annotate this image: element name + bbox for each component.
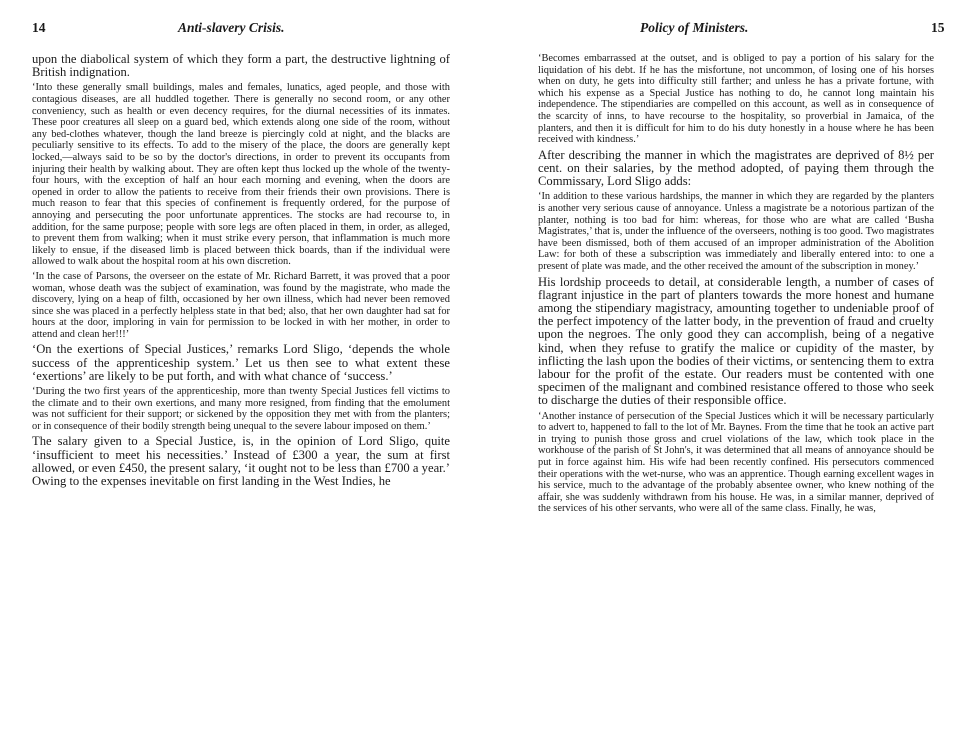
right-text-column [538,53,934,518]
quote-paragraph: ‘In the case of Parsons, the overseer on the estate of Mr. Richard Barrett, it was proved that a poor woman, whose death was the subject of examination, was found by the magistrate, who made the discovery, lying on a heap of filth, occasioned by her own illness, which had never been removed since she was placed in a perfectly helpless state in that bed; also, that her own daughter had sat for hours at the door, imploring in vain for permission to be locked in with her mother, in order to attend and clean her!!!’ [32,270,450,340]
running-title-left: Anti-slavery Crisis. [178,20,285,35]
quote-paragraph: ‘Another instance of persecution of the Special Justices which it will be necessary particularly to advert to, happened to fall to the lot of Mr. Baynes. From the time that he took an active part in trying to punish those gross and cruel violations of the law, which took place in the workhouse of the parish of St John's, it was determined that all means of annoyance should be put in force against him. His wife had been recently confined. His persecutors commenced their operations with the wet-nurse, who was an apprentice. Though earning excellent wages in his service, much to the advantage of the probably absentee owner, who knew nothing of the affair, she was suddenly withdrawn from his house. He was, in a similar manner, deprived of the services of his other servants, who were all of the same class. Finally, he was, [538,410,934,515]
page-number-left: 14 [32,20,46,35]
paragraph: ‘On the exertions of Special Justices,’ remarks Lord Sligo, ‘depends the whole success of the apprenticeship system.’ Let us then see to what extent these ‘exertions’ are likely to be put forth, and with what chance of ‘success.’ [32,342,450,383]
paragraph: upon the diabolical system of which they form a part, the destructive lightning of British indignation. [32,52,450,80]
running-title-right: Policy of Ministers. [640,20,749,35]
quote-paragraph: ‘Becomes embarrassed at the outset, and is obliged to pay a portion of his salary for the liquidation of his debt. If he has the misfortune, not uncommon, of losing one of his horses when on duty, he gets into difficulty still farther; and unless he has a private fortune, with which his expense as a Special Justice has nothing to do, he cannot long maintain his independence. The stipendiaries are compelled on this account, as well as in consequence of the scarcity of inns, to have recourse to the hospitality, so proverbial in Jamaica, of the planters, and then it is difficult for him to do his duty honestly in a house where he has been received with kindness.’ [538,53,934,146]
left-text-column [32,53,450,491]
quote-paragraph: ‘During the two first years of the apprenticeship, more than twenty Special Justices fell victims to the climate and to their own exertions, and many more resigned, from finding that the emolument was not sufficient for their support; or sickened by the opposition they met with from the planters; or in consequence of their bodily strength being unequal to the severe labour imposed on them.’ [32,386,450,432]
quote-paragraph: ‘Into these generally small buildings, males and females, lunatics, aged people, and those with contagious diseases, are all huddled together. There is generally no second room, or any other conveniency, such as health or even decency requires, for the diurnal necessities of its inmates. These poor creatures all sleep on a guard bed, which extends along one side of the room, without any bed-clothes whatever, though the land breeze is piercingly cold at night, and the blacks are peculiarly sensitive to its effects. To add to the misery of the place, the doors are generally kept locked,—always said to be so by the doctor's directions, in order to prevent its occupants from injuring their health by walking about. They are often kept thus locked up the whole of the twenty-four hours, with the exception of half an hour each morning and evening, when the doors are opened in order to allow the patients to receive from their friends their own provisions. There is much reason to fear that this species of confinement is frequently ordered, for the purpose of annoying and persecuting the poor unfortunate apprentices. The stocks are had recourse to, in addition, for the same purpose; people with sore legs are often placed in them, in order, as alleged, to prevent them from walking; when it must strike every person, that inflammation is much more likely to ensue, if the diseased limb is placed between thick boards, than if the individual were allowed to walk about the hospital room at his own discretion. [32,82,450,268]
page-number-right: 15 [931,20,945,35]
paragraph: After describing the manner in which the magistrates are deprived of 8½ per cent. on their salaries, by the method adopted, of paying them through the Commissary, Lord Sligo adds: [538,147,934,189]
paragraph: His lordship proceeds to detail, at considerable length, a number of cases of flagrant injustice in the part of planters towards the more honest and humane among the stipendiary magistracy, amounting together to undeniable proof of the perfect impotency of the latter body, in the prevention of fraud and cruelty upon the negroes. The only good they can accomplish, being of a negative kind, when they refuse to gratify the malice or cupidity of the master, by inflicting the lash upon the bodies of their victims, or sentencing them to extra labour for the profit of the estate. Our readers must be contented with one specimen of the malignant and combined resistance offered to those who seek to discharge the duties of their responsible office. [538,274,934,408]
right-page [490,0,980,729]
paragraph: The salary given to a Special Justice, is, in the opinion of Lord Sligo, quite ‘insufficient to meet his necessities.’ Instead of £300 a year, the sum at first allowed, or even £450, the present salary, ‘it ought not to be less than £700 a year.’ Owing to the expenses inevitable on first landing in the West Indies, he [32,434,450,489]
quote-paragraph: ‘In addition to these various hardships, the manner in which they are regarded by the planters is another very serious cause of annoyance. Unless a magistrate be a notorious partizan of the planter, nothing is too bad for him: whereas, for those who are what are called ‘Busha Magistrates,’ that is, under the influence of the overseers, nothing is too good. Two magistrates have been dismissed, both of them accused of an improper administration of the Abolition Law: for both of these a subscription was immediately and liberally entered into: to one a present of plate was made, and the other received the amount of the subscription in money.’ [538,191,934,272]
